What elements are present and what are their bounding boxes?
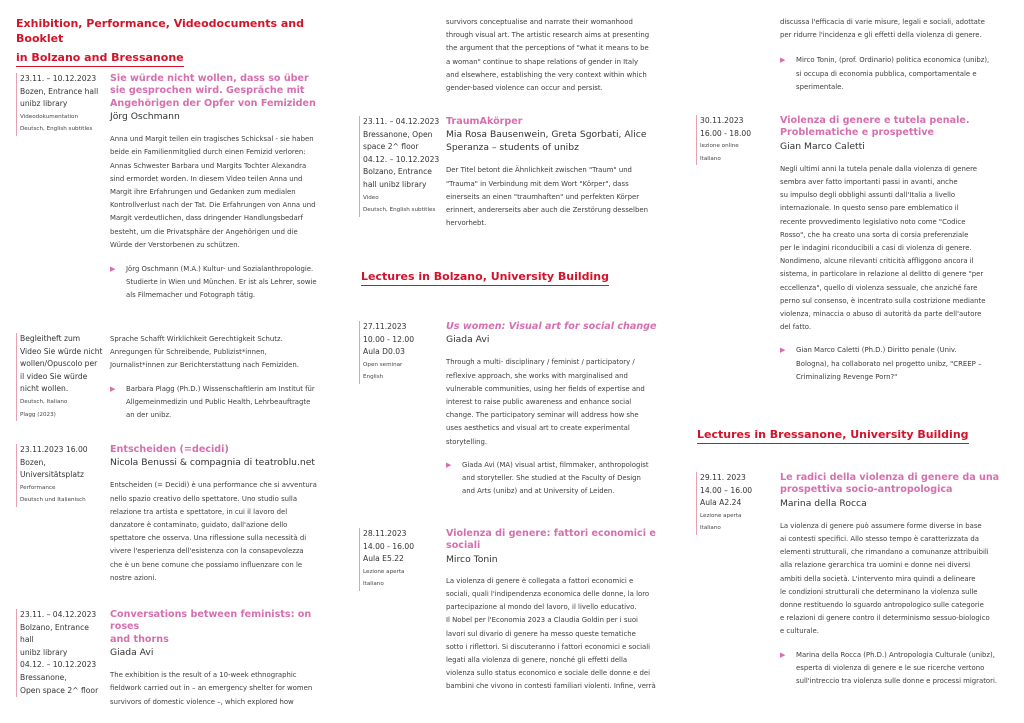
meta-line: 04.12. – 10.12.2023	[20, 660, 97, 670]
meta-line: wollen/Opuscolo per	[20, 359, 98, 369]
text-line: Journalist*innen zur Berichterstattung nach Femiziden.	[110, 361, 299, 370]
meta-line: Video Sie würde nicht	[20, 346, 103, 356]
event-block	[16, 609, 336, 709]
event-body	[780, 115, 1008, 384]
author-bio	[780, 54, 1010, 94]
text-line: change. The participatory seminar will address how she	[446, 411, 639, 420]
text-line: hervorhebt.	[446, 219, 487, 228]
event-meta	[16, 609, 104, 697]
meta-line: Begleitheft zum	[20, 334, 81, 343]
text-line: sotto i riflettori. Si discuteranno i fattori economici e sociali	[446, 642, 651, 651]
event-title	[110, 73, 336, 110]
text-line: esperta di violenza di genere e le sue ricerche vertono	[796, 663, 985, 672]
section-header-exhibition	[16, 16, 336, 67]
event-author: Nicola Benussi & compagnia di teatroblu.net	[110, 457, 315, 469]
author-bio	[780, 649, 1008, 689]
text-line: e culturale.	[780, 627, 819, 636]
text-line: nostre azioni.	[110, 573, 157, 582]
event-description	[110, 669, 336, 709]
text-line: Sprache Schafft Wirklichkeit Gerechtigkeit Schutz.	[110, 335, 283, 343]
event-author: Marina della Rocca	[780, 497, 867, 509]
event-description	[780, 163, 1008, 335]
title-line: Violenza di genere e tutela penale.	[780, 115, 970, 126]
section-title-line: Exhibition, Performance, Videodocuments and Booklet	[16, 17, 304, 45]
text-line: Barbara Plagg (Ph.D.) Wissenschaftlerin am Institut für	[126, 384, 315, 393]
text-line: Anregungen für Schreibende, Publizist*innen,	[110, 348, 267, 357]
text-line: and elsewhere, establishing the very context within which	[446, 70, 647, 79]
text-line: Entscheiden (= Decidi) è una performance che si avventura	[110, 481, 317, 490]
meta-small: Italiano	[700, 525, 721, 532]
text-line: sociali, quali l'indipendenza economica delle donne, la loro	[446, 590, 650, 599]
text-line: per le indagini riconducibili a casi di violenza di genere.	[780, 244, 972, 253]
meta-line: 10.00 - 12.00	[363, 334, 415, 344]
event-body	[446, 116, 669, 230]
event-description	[110, 133, 336, 252]
meta-line: Bolzano, Entrance hall	[20, 622, 89, 645]
text-line: Margit verdeutlichen, dass dringender Handlungsbedarf	[110, 214, 304, 223]
event-block	[696, 472, 1008, 688]
event-description	[110, 479, 336, 585]
event-description	[780, 520, 1008, 639]
text-line: the argument that the perceptions of "what it means to be	[446, 44, 649, 53]
meta-line: Aula D0.03	[363, 347, 405, 357]
bullet-triangle-icon: ▶	[780, 650, 786, 659]
text-line: alla relazione gerarchica tra uomini e donne nei diversi	[780, 561, 971, 570]
meta-line: 29.11. 2023	[700, 473, 746, 482]
title-line: prospettiva socio-antropologica	[780, 484, 953, 496]
event-block	[359, 116, 669, 230]
meta-line: 14.00 – 16.00	[700, 485, 753, 495]
text-line: spettatore che osserva. Una riflessione sulla necessità di	[110, 534, 307, 543]
event-block	[16, 444, 336, 585]
bullet-triangle-icon: ▶	[780, 56, 786, 65]
event-title	[780, 115, 1008, 140]
text-line: Kontrollverlust nach der Tat. Die Erfahrungen von Anna und	[110, 201, 316, 210]
text-line: fieldwork carried out in – an emergency shelter for women	[110, 684, 313, 693]
text-line: sind ermordet worden. In diesem Video teilen Anna und	[110, 174, 303, 183]
text-line: lavori sul divario di genere ha messo queste tematiche	[446, 629, 636, 638]
text-line: discussa l'efficacia di varie misure, legali e sociali, adottate	[780, 18, 985, 26]
bullet-triangle-icon: ▶	[110, 265, 116, 274]
section-header-bressanone	[697, 423, 969, 444]
text-line: Through a multi- disciplinary / feminist / participatory /	[446, 358, 635, 367]
text-line: Mirco Tonin, (prof. Ordinario) politica economica (unibz),	[796, 56, 990, 65]
text-line: Allgemeinmedizin und Public Health, Lehrbeauftragte	[126, 397, 311, 406]
text-line: interest to raise public awareness and enhance social	[446, 398, 632, 407]
meta-line: 23.11. – 04.12.2023	[20, 610, 97, 619]
meta-line: Bressanone,	[20, 672, 67, 682]
event-body	[780, 472, 1008, 688]
text-line: vivere l'esperienza dell'esistenza con la consapevolezza	[110, 547, 304, 556]
event-meta	[16, 444, 104, 507]
text-line: besteht, um die Privatsphäre der Angehörigen und die	[110, 227, 298, 236]
text-line: nello spazio creativo dello spettatore. Uno studio sulla	[110, 494, 298, 503]
event-meta	[16, 73, 104, 136]
author-bio	[110, 383, 336, 423]
text-line: Giada Avi (MA) visual artist, filmmaker, anthropologist	[462, 460, 649, 469]
text-line: che è un bene comune che possiamo influenzare con le	[110, 560, 303, 569]
text-line: erinnert, andererseits aber auch die Zerstörung desselben	[446, 206, 648, 215]
title-line: Sie würde nicht wollen, dass so über	[110, 73, 309, 84]
event-block	[359, 321, 669, 498]
title-line: Angehörigen der Opfer von Femiziden	[110, 97, 316, 109]
text-line: le condizioni strutturali che determinano la violenza sulle	[780, 587, 978, 596]
text-line: uses aesthetics and visual art to create experimental	[446, 424, 630, 433]
text-line: "Trauma" in Verbindung mit dem Wort "Körper", dass	[446, 179, 629, 188]
meta-small: Video	[363, 194, 379, 201]
bullet-triangle-icon: ▶	[780, 346, 786, 355]
text-line: an der unibz.	[126, 411, 172, 420]
meta-small: Videodokumentation	[20, 113, 79, 120]
text-line: Negli ultimi anni la tutela penale dalla violenza di genere	[780, 164, 977, 173]
event-block	[16, 333, 336, 422]
bullet-triangle-icon: ▶	[110, 384, 116, 393]
text-line: legati alla violenza di genere, nonché gli effetti della	[446, 656, 628, 665]
meta-line: hall unibz library	[363, 179, 427, 189]
event-author: Giada Avi	[110, 647, 154, 659]
meta-line: Aula A2.24	[700, 498, 742, 508]
text-line: recente provvedimento legislativo noto come "Codice	[780, 217, 966, 226]
author-line: Speranza – students of unibz	[446, 142, 579, 154]
meta-line: Bozen,	[20, 457, 46, 467]
meta-line: Open space 2^ floor	[20, 685, 99, 695]
meta-small: Open seminar	[363, 361, 403, 368]
text-line: Criminalizing Revenge Porn?"	[796, 372, 898, 381]
event-author	[446, 128, 669, 154]
meta-line: Bolzano, Entrance	[363, 167, 432, 177]
meta-line: 14.00 - 16.00	[363, 541, 415, 551]
event-body	[446, 528, 669, 694]
title-line: Problematiche e prospettive	[780, 127, 935, 139]
title-line: and thorns	[110, 633, 169, 645]
text-line: elementi strutturali, che rimandano a comunanze attribuibili	[780, 548, 989, 557]
event-author: Giada Avi	[446, 334, 490, 346]
meta-line: 28.11.2023	[363, 529, 407, 538]
text-line: donne restituendo lo sguardo antropologico sulle categorie	[780, 601, 984, 610]
meta-line: 16.00 - 18.00	[700, 128, 752, 138]
text-line: a woman" continue to shape relations of gender in Italy	[446, 57, 639, 66]
event-body	[110, 73, 336, 303]
text-line: Margit ihre Erfahrungen und Gedanken zum medialen	[110, 188, 296, 197]
author-bio	[110, 263, 336, 303]
text-line: Rosso", che ha creato una sorta di corsia preferenziale	[780, 230, 969, 239]
meta-line: Bressanone, Open	[363, 129, 433, 139]
text-line: si occupa di economia pubblica, comportamentale e	[796, 69, 977, 78]
text-line: Il Nobel per l'Economia 2023 a Claudia Goldin per i suoi	[446, 616, 638, 625]
section-title-line: Lectures in Bolzano, University Building	[361, 269, 609, 286]
meta-small: Plagg (2023)	[20, 411, 56, 418]
text-line: del fatto.	[780, 323, 812, 332]
text-line: through visual art. The artistic research aims at presenting	[446, 31, 650, 40]
meta-line: unibz library	[20, 99, 68, 109]
text-line: Nondimeno, alcune rilevanti criticità affliggono ancora il	[780, 257, 974, 266]
text-line: vulnerable communities, using her fields of expertise and	[446, 384, 645, 393]
meta-small: Deutsch und Italienisch	[20, 497, 86, 504]
section-header-bolzano	[361, 265, 609, 286]
text-line: danzatore è contaminato, guidato, dall'azione dello	[110, 521, 288, 530]
event-author: Jörg Oschmann	[110, 111, 180, 123]
event-body	[110, 333, 336, 422]
event-meta	[359, 116, 447, 217]
meta-line: Bozen, Entrance hall	[20, 86, 99, 96]
event-description	[446, 164, 669, 230]
continued-text	[780, 16, 1010, 94]
text-line: bambini che vivono in contesti familiari violenti. Infine, verrà	[446, 682, 656, 691]
text-line: Studierte in Wien und München. Er ist als Lehrer, sowie	[126, 278, 317, 287]
text-line: su impulso degli obblighi assunti dall'Italia a livello	[780, 191, 956, 200]
text-line: e relazioni di genere contro il determinismo sessuo-biologico	[780, 614, 990, 623]
event-body	[110, 444, 336, 585]
meta-line: 04.12. – 10.12.2023	[363, 154, 440, 164]
event-description	[446, 356, 669, 448]
meta-line: 30.11.2023	[700, 116, 744, 125]
text-line: Gian Marco Caletti (Ph.D.) Diritto penale (Univ.	[796, 346, 957, 355]
event-title	[780, 472, 1008, 497]
text-line: ambiti della società. L'intervento mira quindi a delineare	[780, 574, 976, 583]
text-line: sull'intreccio tra violenza sulle donne e processi migratori.	[796, 677, 998, 686]
meta-small: English	[363, 374, 384, 381]
meta-small: lezione online	[700, 143, 739, 150]
event-block	[696, 115, 1008, 384]
meta-line: Aula E5.22	[363, 554, 404, 564]
text-line: Anna und Margit teilen ein tragisches Schicksal - sie haben	[110, 135, 314, 144]
author-line: Mia Rosa Bausenwein, Greta Sgorbati, Alice	[446, 129, 647, 141]
text-line: and storyteller. She studied at the Faculty of Design	[462, 474, 641, 483]
event-meta	[16, 333, 104, 421]
meta-small: Deutsch, Italiano	[20, 398, 68, 405]
event-meta	[696, 115, 784, 165]
event-meta	[359, 321, 447, 384]
text-line: survivors conceptualise and narrate their womanhood	[446, 18, 633, 26]
meta-line: 27.11.2023	[363, 322, 407, 331]
event-author: Mirco Tonin	[446, 553, 498, 565]
title-line: Conversations between feminists: on roses	[110, 609, 312, 633]
text-line: ai contesti specifici. Allo stesso tempo è caratterizzata da	[780, 535, 979, 544]
text-line: relazione tra artista e spettatore, in cui il lavoro del	[110, 507, 288, 516]
event-description	[110, 333, 336, 373]
event-title: Entscheiden (=decidi)	[110, 444, 229, 455]
text-line: gender-based violence can occur and persist.	[446, 84, 603, 93]
event-meta	[359, 528, 447, 591]
event-title	[446, 528, 669, 553]
meta-small: Performance	[20, 484, 56, 491]
text-line: Der Titel betont die Ähnlichkeit zwischen "Traum" und	[446, 166, 632, 175]
text-line: violenza sullo status economico e sociale delle donne e dei	[446, 669, 651, 678]
text-line: violenza, minaccia o abuso di autorità da parte dell'autore	[780, 310, 982, 319]
author-bio	[780, 344, 1008, 384]
text-line: and Arts (unibz) and at University of Leiden.	[462, 487, 615, 496]
text-line: survivors of domestic violence –, which explored how	[110, 697, 294, 706]
title-line: sie gesprochen wird. Gespräche mit	[110, 85, 305, 97]
meta-small: Deutsch, English subtitles	[20, 126, 93, 133]
title-line: sociali	[446, 540, 481, 552]
author-bio	[446, 459, 669, 499]
text-line: sembra aver fatto importanti passi in avanti, anche	[780, 178, 958, 187]
text-line: als Filmemacher und Fotograph tätig.	[126, 291, 256, 300]
text-line: einerseits an einen "traumhaften" und perfekten Körper	[446, 192, 640, 201]
event-block	[359, 528, 669, 694]
event-title	[110, 609, 336, 646]
meta-small: Italiano	[700, 155, 721, 162]
text-line: beide ein Familienmitglied durch einen Femizid verloren:	[110, 148, 306, 157]
meta-line: il video Sie würde	[20, 371, 88, 381]
meta-small: Lezione aperta	[363, 568, 405, 575]
text-line: Jörg Oschmann (M.A.) Kultur- und Sozialanthropologie.	[126, 265, 314, 274]
event-author: Gian Marco Caletti	[780, 140, 865, 152]
text-line: La violenza di genere può assumere forme diverse in base	[780, 521, 982, 530]
meta-line: space 2^ floor	[363, 142, 419, 152]
text-line: storytelling.	[446, 437, 488, 446]
text-line: eccellenza", quello di violenza sessuale, che anziché fare	[780, 283, 978, 292]
event-body	[110, 609, 336, 709]
event-description	[446, 575, 669, 694]
text-line: perno sul consenso, è incentrato sulla costrizione mediante	[780, 296, 986, 305]
text-line: sperimentale.	[796, 82, 844, 91]
event-title: TraumAkörper	[446, 116, 523, 127]
text-line: La violenza di genere è collegata a fattori economici e	[446, 576, 634, 585]
section-title-line: Lectures in Bressanone, University Building	[697, 427, 969, 444]
title-line: Violenza di genere: fattori economici e	[446, 528, 656, 539]
title-line: Le radici della violenza di genere da una	[780, 472, 1000, 483]
meta-small: Italiano	[363, 581, 384, 588]
text-line: internazionale. In questo senso pare emblematico il	[780, 204, 959, 213]
meta-line: nicht wollen.	[20, 384, 69, 394]
text-line: per ridurre l'incidenza e gli effetti della violenza di genere.	[780, 31, 982, 40]
event-body	[446, 321, 669, 498]
bullet-triangle-icon: ▶	[446, 460, 452, 469]
meta-line: unibz library	[20, 647, 68, 657]
meta-line: 23.11. – 04.12.2023	[363, 117, 440, 126]
text-line: Bologna), ha collaborato nel progetto unibz, "CREEP –	[796, 359, 982, 368]
text-line: sistema, in particolare in relazione al delitto di genere "per	[780, 270, 984, 279]
event-title: Us women: Visual art for social change	[446, 321, 657, 332]
event-meta	[696, 472, 784, 535]
meta-line: Universitätsplatz	[20, 470, 84, 480]
section-title-line: in Bolzano and Bressanone	[16, 50, 184, 67]
text-line: reflexive approach, she works with marginalised and	[446, 371, 628, 380]
text-line: Annas Schwester Barbara und Margits Tochter Alexandra	[110, 161, 307, 170]
event-block	[16, 73, 336, 303]
text-line: Würde der Verstorbenen zu schützen.	[110, 240, 240, 249]
continued-text	[446, 16, 676, 95]
meta-small: Lezione aperta	[700, 512, 742, 519]
meta-small: Deutsch, English subtitles	[363, 207, 436, 214]
text-line: partecipazione al mondo del lavoro, il livello educativo.	[446, 603, 637, 612]
text-line: The exhibition is the result of a 10-week ethnographic	[110, 671, 297, 680]
text-line: Marina della Rocca (Ph.D.) Antropologia Culturale (unibz),	[796, 650, 995, 659]
meta-line: 23.11. – 10.12.2023	[20, 74, 97, 83]
meta-line: 23.11.2023 16.00	[20, 445, 88, 454]
